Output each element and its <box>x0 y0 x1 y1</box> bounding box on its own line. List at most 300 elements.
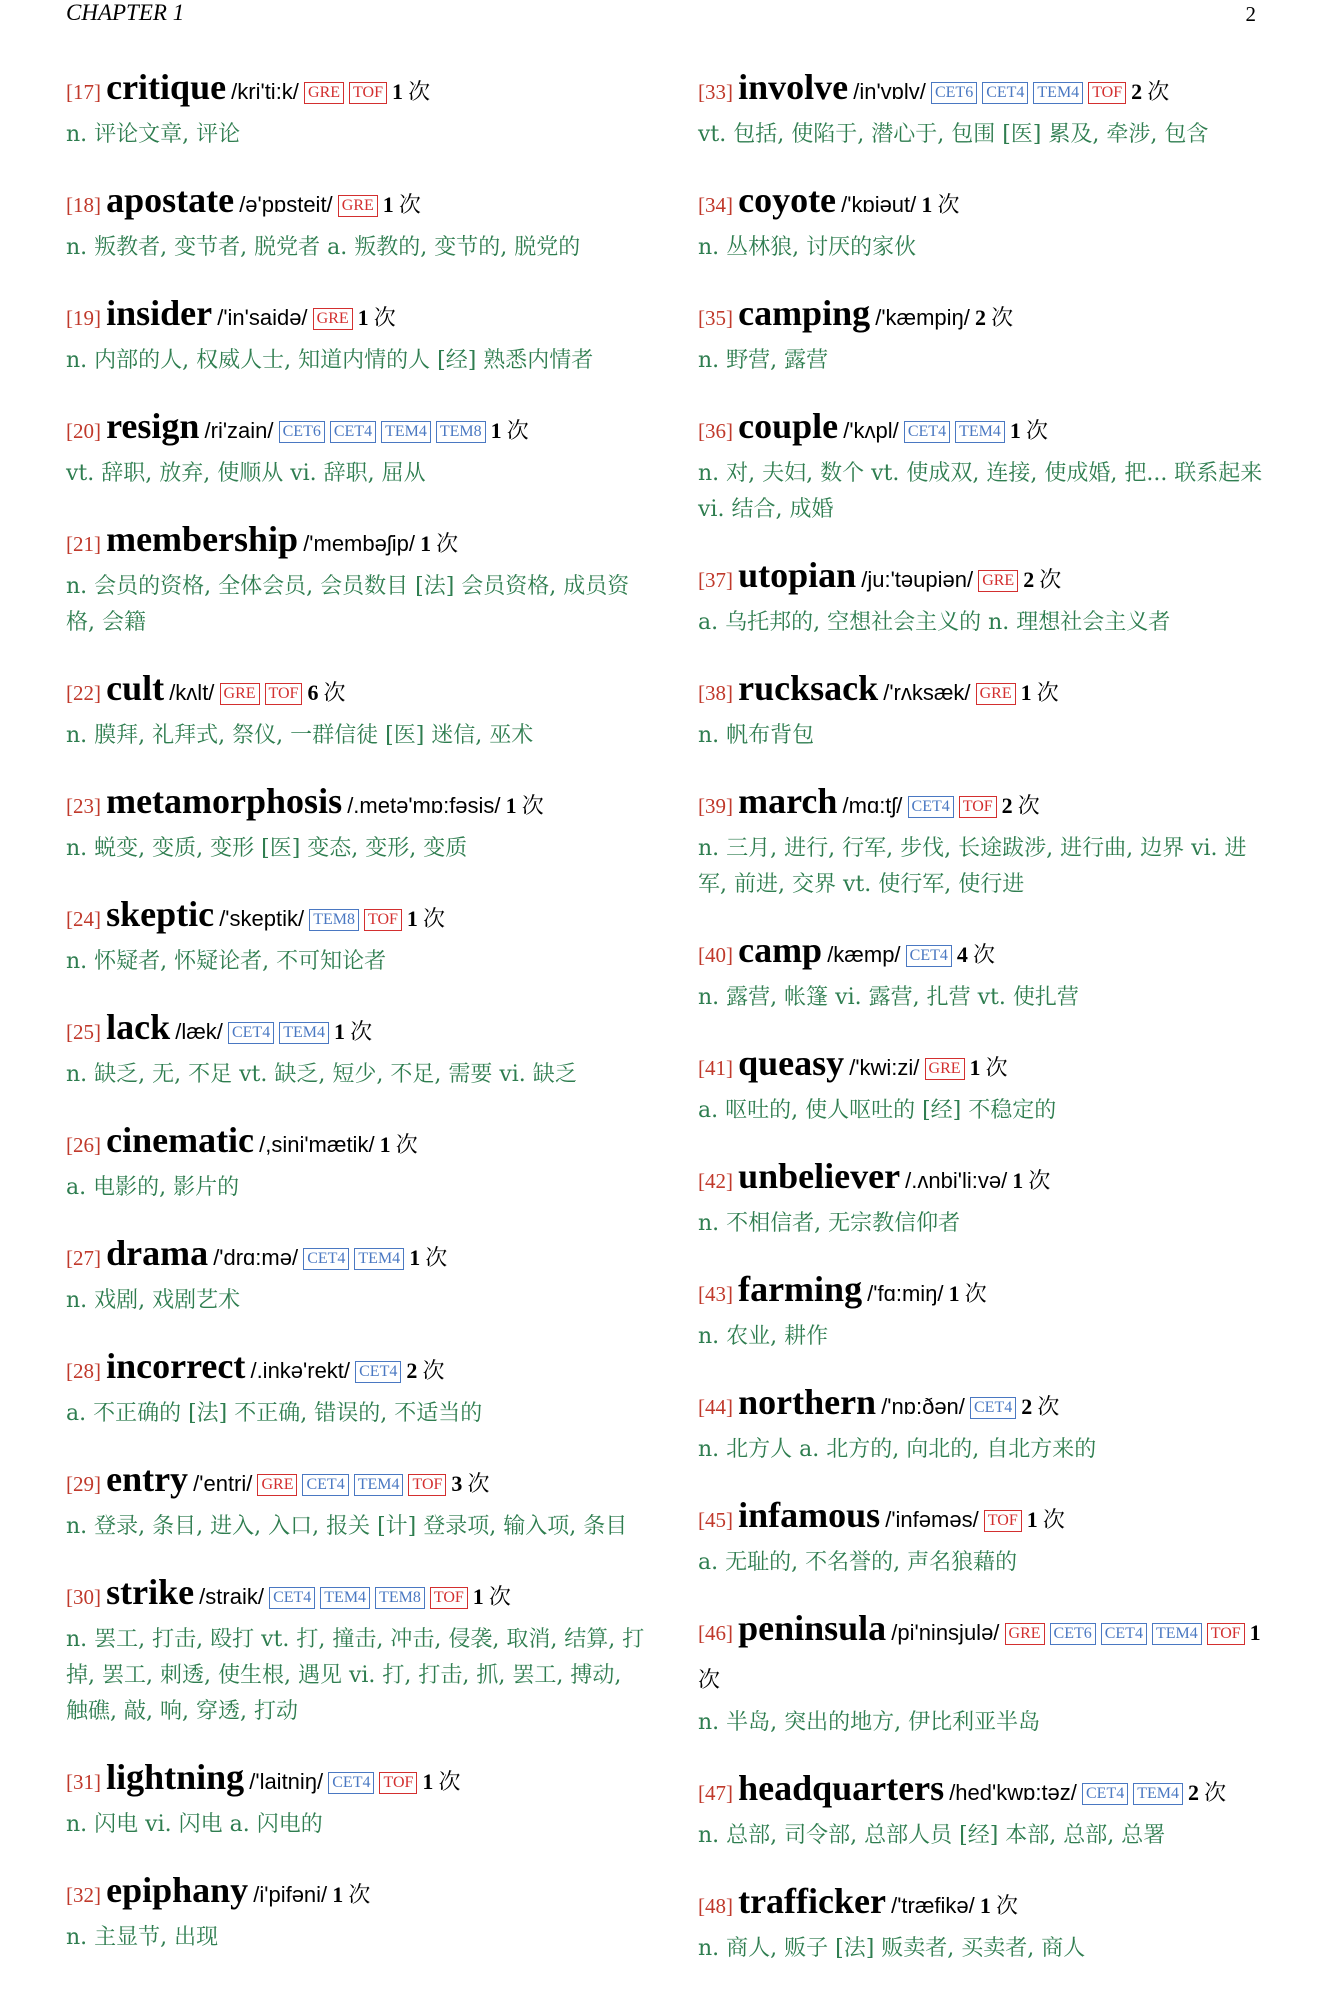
frequency-count: 3 <box>451 1471 463 1496</box>
frequency-count: 1 <box>1009 418 1021 443</box>
exam-tag: TEM8 <box>309 909 359 931</box>
headword: cinematic <box>106 1120 255 1160</box>
entry-number: [22] <box>66 681 101 705</box>
frequency-count: 1 <box>391 79 403 104</box>
definition: n. 不相信者, 无宗教信仰者 <box>698 1211 961 1236</box>
entry-number: [32] <box>66 1883 101 1907</box>
pronunciation: /'infəməs/ <box>885 1507 979 1532</box>
headword: infamous <box>738 1495 881 1535</box>
headword: insider <box>106 293 213 333</box>
entry-number: [36] <box>698 419 733 443</box>
vocab-entry <box>66 1004 646 1093</box>
definition: n. 帆布背包 <box>698 723 815 748</box>
frequency-unit: 次 <box>1017 794 1040 819</box>
frequency-unit: 次 <box>985 1056 1008 1081</box>
definition: vt. 辞职, 放弃, 使顺从 vi. 辞职, 屈从 <box>66 461 426 486</box>
pronunciation: /læk/ <box>175 1019 223 1044</box>
page-number: 2 <box>1245 2 1256 26</box>
vocab-entry <box>66 891 646 980</box>
frequency-unit: 次 <box>964 1282 987 1307</box>
exam-tag: CET4 <box>228 1022 274 1044</box>
frequency-count: 1 <box>1020 680 1032 705</box>
entry-number: [31] <box>66 1770 101 1794</box>
definition: n. 膜拜, 礼拜式, 祭仪, 一群信徒 [医] 迷信, 巫术 <box>66 723 534 748</box>
vocab-entry <box>66 665 646 754</box>
exam-tag: CET6 <box>1050 1623 1096 1645</box>
vocab-entry <box>66 403 646 492</box>
exam-tag: CET4 <box>1101 1623 1147 1645</box>
entry-head <box>698 552 1270 605</box>
exam-tag: GRE <box>925 1058 965 1080</box>
headword: utopian <box>738 555 857 595</box>
exam-tag: CET6 <box>931 82 977 104</box>
exam-tag: GRE <box>257 1474 297 1496</box>
frequency-count: 2 <box>1001 793 1013 818</box>
definition: n. 半岛, 突出的地方, 伊比利亚半岛 <box>698 1710 1041 1735</box>
definition: n. 戏剧, 戏剧艺术 <box>66 1288 241 1313</box>
headword: farming <box>738 1269 863 1309</box>
entry-head <box>66 1230 646 1283</box>
pronunciation: /pi'ninsjulə/ <box>891 1620 1000 1645</box>
vocab-entry <box>66 778 646 867</box>
headword: metamorphosis <box>106 781 343 821</box>
left-column <box>66 64 646 1980</box>
entry-head <box>698 1040 1270 1093</box>
entry-head <box>66 1569 646 1622</box>
entry-head <box>698 1379 1270 1432</box>
pronunciation: /'nɒ:ðən/ <box>881 1394 965 1419</box>
pronunciation: /'membəʃip/ <box>303 531 415 556</box>
pronunciation: /kri'ti:k/ <box>231 79 299 104</box>
vocab-entry <box>66 1117 646 1206</box>
exam-tag: GRE <box>313 308 353 330</box>
entry-number: [28] <box>66 1359 101 1383</box>
exam-tag: CET4 <box>982 82 1028 104</box>
entry-head <box>66 403 646 456</box>
pronunciation: /'entri/ <box>193 1471 253 1496</box>
pronunciation: /'in'saidə/ <box>217 305 308 330</box>
entry-number: [44] <box>698 1395 733 1419</box>
exam-tag: GRE <box>304 82 344 104</box>
headword: epiphany <box>106 1870 249 1910</box>
frequency-count: 1 <box>357 305 369 330</box>
definition: n. 缺乏, 无, 不足 vt. 缺乏, 短少, 不足, 需要 vi. 缺乏 <box>66 1062 577 1087</box>
entry-head <box>698 1266 1270 1319</box>
definition: n. 会员的资格, 全体会员, 会员数目 [法] 会员资格, 成员资格, 会籍 <box>66 574 630 635</box>
exam-tag: TEM4 <box>320 1587 370 1609</box>
entry-head <box>66 891 646 944</box>
exam-tag: TEM4 <box>1033 82 1083 104</box>
frequency-count: 1 <box>406 906 418 931</box>
entry-number: [20] <box>66 419 101 443</box>
frequency-unit: 次 <box>488 1585 511 1610</box>
right-column <box>698 64 1270 1991</box>
vocab-entry <box>698 403 1270 528</box>
definition: n. 闪电 vi. 闪电 a. 闪电的 <box>66 1812 323 1837</box>
pronunciation: /kʌlt/ <box>169 680 215 705</box>
pronunciation: /,sini'mætik/ <box>259 1132 375 1157</box>
definition: a. 无耻的, 不名誉的, 声名狼藉的 <box>698 1550 1018 1575</box>
definition: n. 农业, 耕作 <box>698 1324 829 1349</box>
definition: a. 呕吐的, 使人呕吐的 [经] 不稳定的 <box>698 1098 1057 1123</box>
entry-head <box>66 1456 646 1509</box>
exam-tag: TEM4 <box>381 421 431 443</box>
vocab-entry <box>698 778 1270 903</box>
entry-head <box>66 290 646 343</box>
headword: unbeliever <box>738 1156 901 1196</box>
frequency-unit: 次 <box>348 1883 371 1908</box>
frequency-count: 1 <box>409 1245 421 1270</box>
vocab-entry <box>698 290 1270 379</box>
exam-tag: TEM4 <box>354 1474 404 1496</box>
frequency-unit: 次 <box>1204 1781 1227 1806</box>
entry-head <box>66 1117 646 1170</box>
pronunciation: /'rʌksæk/ <box>883 680 971 705</box>
exam-tag: GRE <box>1005 1623 1045 1645</box>
headword: camping <box>738 293 871 333</box>
frequency-unit: 次 <box>422 1359 445 1384</box>
frequency-count: 1 <box>420 531 432 556</box>
vocab-entry <box>698 552 1270 641</box>
entry-head <box>698 1153 1270 1206</box>
entry-head <box>698 290 1270 343</box>
exam-tag: TOF <box>408 1474 446 1496</box>
frequency-unit: 次 <box>937 193 960 218</box>
pronunciation: /straik/ <box>199 1584 264 1609</box>
headword: queasy <box>738 1043 845 1083</box>
headword: march <box>738 781 838 821</box>
frequency-unit: 次 <box>467 1472 490 1497</box>
exam-tag: TEM8 <box>375 1587 425 1609</box>
headword: northern <box>738 1382 877 1422</box>
frequency-unit: 次 <box>995 1894 1018 1919</box>
frequency-unit: 次 <box>506 419 529 444</box>
exam-tag: CET4 <box>302 1474 348 1496</box>
frequency-count: 2 <box>406 1358 418 1383</box>
entry-number: [47] <box>698 1781 733 1805</box>
entry-head <box>66 1867 646 1920</box>
frequency-count: 1 <box>921 192 933 217</box>
frequency-count: 1 <box>969 1055 981 1080</box>
vocab-entry <box>698 1040 1270 1129</box>
frequency-count: 1 <box>948 1281 960 1306</box>
entry-number: [29] <box>66 1472 101 1496</box>
definition: n. 总部, 司令部, 总部人员 [经] 本部, 总部, 总署 <box>698 1823 1166 1848</box>
entry-number: [37] <box>698 568 733 592</box>
frequency-unit: 次 <box>423 907 446 932</box>
frequency-count: 4 <box>956 942 968 967</box>
vocab-entry <box>698 1765 1270 1854</box>
vocab-entry <box>698 1379 1270 1468</box>
entry-number: [42] <box>698 1169 733 1193</box>
frequency-count: 2 <box>1131 79 1143 104</box>
headword: resign <box>106 406 200 446</box>
vocab-entry <box>66 1754 646 1843</box>
definition: n. 三月, 进行, 行军, 步伐, 长途跋涉, 进行曲, 边界 vi. 进军, 前进, 交界 vt. 使行军, 使行进 <box>698 836 1247 897</box>
entry-head <box>698 1878 1270 1931</box>
entry-head <box>698 177 1270 230</box>
vocab-entry <box>66 1867 646 1956</box>
exam-tag: TOF <box>1088 82 1126 104</box>
frequency-unit: 次 <box>398 193 421 218</box>
entry-number: [25] <box>66 1020 101 1044</box>
exam-tag: TOF <box>430 1587 468 1609</box>
entry-head <box>698 64 1270 117</box>
exam-tag: TEM4 <box>354 1248 404 1270</box>
frequency-unit: 次 <box>436 532 459 557</box>
definition: n. 怀疑者, 怀疑论者, 不可知论者 <box>66 949 387 974</box>
definition: n. 内部的人, 权威人士, 知道内情的人 [经] 熟悉内情者 <box>66 348 594 373</box>
frequency-unit: 次 <box>373 306 396 331</box>
frequency-count: 2 <box>1021 1394 1033 1419</box>
frequency-count: 1 <box>333 1019 345 1044</box>
frequency-count: 1 <box>379 1132 391 1157</box>
pronunciation: /hed'kwɒ:təz/ <box>949 1780 1077 1805</box>
entry-head <box>698 1492 1270 1545</box>
frequency-count: 1 <box>1026 1507 1038 1532</box>
pronunciation: /ri'zain/ <box>204 418 274 443</box>
definition: n. 北方人 a. 北方的, 向北的, 自北方来的 <box>698 1437 1097 1462</box>
headword: coyote <box>738 180 837 220</box>
headword: apostate <box>106 180 235 220</box>
entry-head <box>66 778 646 831</box>
entry-number: [48] <box>698 1894 733 1918</box>
entry-number: [40] <box>698 943 733 967</box>
frequency-count: 1 <box>979 1893 991 1918</box>
exam-tag: CET4 <box>904 421 950 443</box>
exam-tag: TEM4 <box>1152 1623 1202 1645</box>
entry-number: [23] <box>66 794 101 818</box>
exam-tag: CET4 <box>906 945 952 967</box>
entry-number: [43] <box>698 1282 733 1306</box>
vocab-entry <box>66 1456 646 1545</box>
entry-head <box>66 64 646 117</box>
chapter-heading: CHAPTER 1 <box>66 0 185 25</box>
definition: n. 罢工, 打击, 殴打 vt. 打, 撞击, 冲击, 侵袭, 取消, 结算, 打掉, 罢工, 刺透, 使生根, 遇见 vi. 打, 打击, 抓, 罢工, 搏动, 触礁, 敲, 响, 穿透, 打动 <box>66 1627 645 1724</box>
definition: n. 叛教者, 变节者, 脱党者 a. 叛教的, 变节的, 脱党的 <box>66 235 581 260</box>
definition: n. 评论文章, 评论 <box>66 122 241 147</box>
definition: vt. 包括, 使陷于, 潜心于, 包围 [医] 累及, 牵涉, 包含 <box>698 122 1209 147</box>
headword: couple <box>738 406 839 446</box>
entry-head <box>698 1765 1270 1818</box>
frequency-unit: 次 <box>408 80 431 105</box>
headword: involve <box>738 67 849 107</box>
exam-tag: TOF <box>349 82 387 104</box>
entry-number: [34] <box>698 193 733 217</box>
entry-head <box>66 1004 646 1057</box>
definition: n. 主显节, 出现 <box>66 1925 219 1950</box>
frequency-unit: 次 <box>350 1020 373 1045</box>
pronunciation: /ə'pɒsteit/ <box>239 192 333 217</box>
pronunciation: /in'vɒlv/ <box>853 79 926 104</box>
entry-head <box>698 403 1270 456</box>
entry-number: [35] <box>698 306 733 330</box>
entry-number: [17] <box>66 80 101 104</box>
pronunciation: /.ʌnbi'li:və/ <box>905 1168 1008 1193</box>
headword: critique <box>106 67 227 107</box>
vocab-entry <box>66 1569 646 1730</box>
pronunciation: /.inkə'rekt/ <box>250 1358 351 1383</box>
definition: a. 电影的, 影片的 <box>66 1175 240 1200</box>
pronunciation: /'drɑ:mə/ <box>213 1245 299 1270</box>
vocab-entry <box>698 1492 1270 1581</box>
frequency-count: 2 <box>1188 1780 1199 1805</box>
frequency-unit: 次 <box>521 794 544 819</box>
vocab-entry <box>698 64 1270 153</box>
vocab-entry <box>66 1343 646 1432</box>
frequency-count: 1 <box>1249 1620 1261 1645</box>
headword: entry <box>106 1459 189 1499</box>
headword: trafficker <box>738 1881 886 1921</box>
frequency-unit: 次 <box>1037 1395 1060 1420</box>
pronunciation: /ju:'təupiən/ <box>861 567 974 592</box>
exam-tag: GRE <box>338 195 378 217</box>
exam-tag: CET4 <box>330 421 376 443</box>
entry-number: [33] <box>698 80 733 104</box>
frequency-count: 1 <box>490 418 502 443</box>
pronunciation: /'træfikə/ <box>891 1893 975 1918</box>
definition: n. 露营, 帐篷 vi. 露营, 扎营 vt. 使扎营 <box>698 985 1079 1010</box>
frequency-unit: 次 <box>1028 1169 1051 1194</box>
frequency-unit: 次 <box>323 681 346 706</box>
vocab-entry <box>698 1605 1270 1741</box>
entry-head <box>698 927 1270 980</box>
pronunciation: /kæmp/ <box>827 942 901 967</box>
frequency-count: 6 <box>307 680 319 705</box>
frequency-unit: 次 <box>395 1133 418 1158</box>
vocab-entry <box>66 64 646 153</box>
exam-tag: GRE <box>976 683 1016 705</box>
headword: rucksack <box>738 668 879 708</box>
exam-tag: TOF <box>959 796 997 818</box>
vocab-entry <box>66 1230 646 1319</box>
frequency-count: 2 <box>974 305 986 330</box>
exam-tag: CET6 <box>279 421 325 443</box>
entry-head <box>698 1605 1270 1705</box>
exam-tag: TEM8 <box>436 421 486 443</box>
exam-tag: CET4 <box>970 1397 1016 1419</box>
frequency-unit: 次 <box>1042 1508 1065 1533</box>
exam-tag: TOF <box>379 1772 417 1794</box>
entry-number: [46] <box>698 1621 733 1645</box>
entry-head <box>66 177 646 230</box>
entry-head <box>66 1754 646 1807</box>
exam-tag: TOF <box>364 909 402 931</box>
exam-tag: TOF <box>984 1510 1022 1532</box>
entry-number: [39] <box>698 794 733 818</box>
exam-tag: CET4 <box>303 1248 349 1270</box>
frequency-count: 2 <box>1023 567 1035 592</box>
entry-number: [38] <box>698 681 733 705</box>
exam-tag: TOF <box>1207 1623 1245 1645</box>
headword: skeptic <box>106 894 215 934</box>
exam-tag: TEM4 <box>279 1022 329 1044</box>
vocab-entry <box>66 516 646 641</box>
pronunciation: /'kʌpl/ <box>843 418 899 443</box>
vocab-entry <box>698 1153 1270 1242</box>
frequency-unit: 次 <box>1036 681 1059 706</box>
exam-tag: CET4 <box>908 796 954 818</box>
headword: lack <box>106 1007 171 1047</box>
frequency-count: 1 <box>1012 1168 1024 1193</box>
definition: a. 不正确的 [法] 不正确, 错误的, 不适当的 <box>66 1401 483 1426</box>
exam-tag: CET4 <box>269 1587 315 1609</box>
frequency-unit: 次 <box>1039 568 1062 593</box>
entry-number: [24] <box>66 907 101 931</box>
pronunciation: /'skeptik/ <box>219 906 305 931</box>
entry-number: [21] <box>66 532 101 556</box>
exam-tag: CET4 <box>355 1361 401 1383</box>
frequency-unit: 次 <box>698 1668 721 1693</box>
vocab-entry <box>698 1266 1270 1355</box>
frequency-unit: 次 <box>972 943 995 968</box>
exam-tag: GRE <box>220 683 260 705</box>
headword: lightning <box>106 1757 245 1797</box>
entry-number: [18] <box>66 193 101 217</box>
vocab-entry <box>698 665 1270 754</box>
frequency-count: 1 <box>422 1769 434 1794</box>
definition: n. 野营, 露营 <box>698 348 829 373</box>
pronunciation: /i'pifəni/ <box>253 1882 328 1907</box>
headword: peninsula <box>738 1608 887 1648</box>
exam-tag: TEM4 <box>1133 1783 1183 1805</box>
exam-tag: CET4 <box>328 1772 374 1794</box>
exam-tag: CET4 <box>1082 1783 1128 1805</box>
entry-head <box>698 778 1270 831</box>
definition: a. 乌托邦的, 空想社会主义的 n. 理想社会主义者 <box>698 610 1171 635</box>
vocab-entry <box>698 1878 1270 1967</box>
pronunciation: /'kæmpiŋ/ <box>875 305 970 330</box>
frequency-unit: 次 <box>438 1770 461 1795</box>
entry-head <box>66 1343 646 1396</box>
vocab-entry <box>698 177 1270 266</box>
entry-number: [30] <box>66 1585 101 1609</box>
entry-number: [19] <box>66 306 101 330</box>
frequency-count: 1 <box>382 192 394 217</box>
entry-number: [45] <box>698 1508 733 1532</box>
headword: membership <box>106 519 299 559</box>
frequency-unit: 次 <box>1025 419 1048 444</box>
pronunciation: /mɑ:tʃ/ <box>842 793 903 818</box>
headword: cult <box>106 668 165 708</box>
frequency-count: 1 <box>505 793 517 818</box>
vocab-entry <box>66 290 646 379</box>
headword: incorrect <box>106 1346 246 1386</box>
exam-tag: GRE <box>978 570 1018 592</box>
definition: n. 商人, 贩子 [法] 贩卖者, 买卖者, 商人 <box>698 1936 1086 1961</box>
headword: headquarters <box>738 1768 945 1808</box>
headword: camp <box>738 930 823 970</box>
frequency-unit: 次 <box>1147 80 1170 105</box>
frequency-unit: 次 <box>425 1246 448 1271</box>
definition: n. 登录, 条目, 进入, 入口, 报关 [计] 登录项, 输入项, 条目 <box>66 1514 628 1539</box>
definition: n. 丛林狼, 讨厌的家伙 <box>698 235 917 260</box>
entry-number: [27] <box>66 1246 101 1270</box>
entry-number: [41] <box>698 1056 733 1080</box>
definition: n. 对, 夫妇, 数个 vt. 使成双, 连接, 使成婚, 把... 联系起来 vi. 结合, 成婚 <box>698 461 1263 522</box>
entry-head <box>66 516 646 569</box>
frequency-count: 1 <box>472 1584 484 1609</box>
exam-tag: TEM4 <box>955 421 1005 443</box>
pronunciation: /'kɒiəut/ <box>841 192 917 217</box>
entry-head <box>698 665 1270 718</box>
pronunciation: /'fɑ:miŋ/ <box>867 1281 944 1306</box>
entry-number: [26] <box>66 1133 101 1157</box>
pronunciation: /.metə'mɒ:fəsis/ <box>347 793 501 818</box>
frequency-count: 1 <box>332 1882 344 1907</box>
vocab-entry <box>66 177 646 266</box>
definition: n. 蜕变, 变质, 变形 [医] 变态, 变形, 变质 <box>66 836 468 861</box>
